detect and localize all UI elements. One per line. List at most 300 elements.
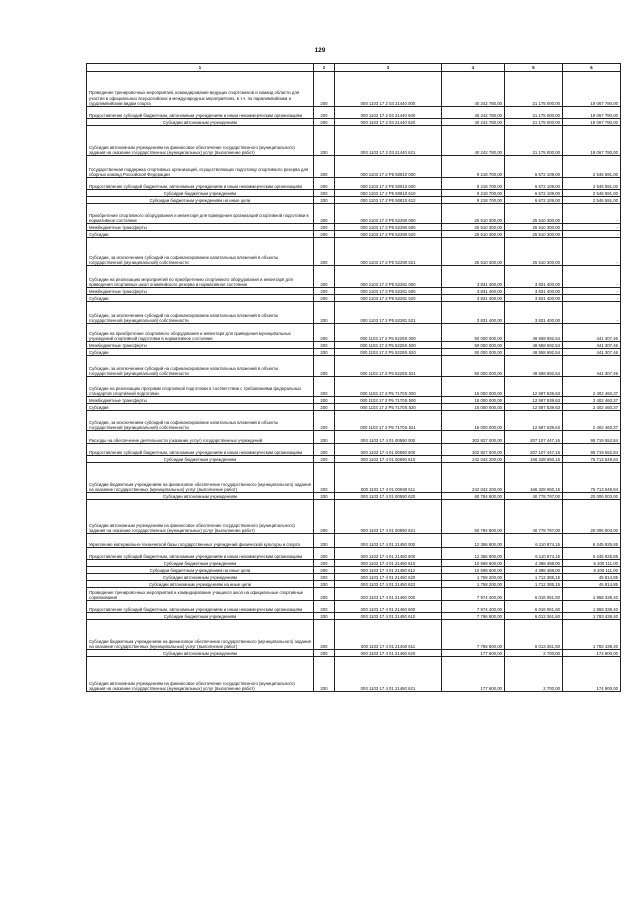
expense-name-cell: Субсидии: [87, 349, 314, 356]
classification-code-cell: 000 1103 17 4 01 21450 622: [335, 581, 442, 588]
line-code-cell: 200: [314, 356, 335, 377]
approved-amount-cell: 177 600,00: [442, 650, 505, 657]
line-code-cell: 200: [314, 620, 335, 650]
expense-name-cell: Проведение тренировочных мероприятий и командирование учащихся школ на официальные спортивные соревнования: [87, 588, 314, 601]
expense-name-cell: Субсидии бюджетным учреждениям: [87, 560, 314, 567]
table-row: [87, 650, 621, 657]
approved-amount-cell: 242 042 200,00: [442, 456, 505, 463]
executed-amount-cell: 6 016 061,60: [505, 601, 563, 613]
unexecuted-amount-cell: 75 713 549,84: [563, 463, 621, 493]
classification-code-cell: 000 1103 17 2 Р5 52281 520: [335, 295, 442, 302]
expense-name-cell: Субсидии бюджетным учреждениям: [87, 613, 314, 620]
executed-amount-cell: 25 510 300,00: [505, 204, 563, 224]
approved-amount-cell: 302 827 000,00: [442, 444, 505, 456]
line-code-cell: 200: [314, 411, 335, 431]
executed-amount-cell: 6 013 361,60: [505, 613, 563, 620]
classification-code-cell: 000 1103 17 2 Р5 50810 600: [335, 178, 442, 190]
approved-amount-cell: 1 758 200,00: [442, 574, 505, 581]
expense-name-cell: Субсидии, за исключением субсидий на софинансирование капитальных вложений в объекты государственной (муниципальной) собственности: [87, 238, 314, 266]
table-row: [87, 72, 621, 107]
expense-name-cell: Субсидии: [87, 231, 314, 238]
executed-amount-cell: 6 016 061,60: [505, 588, 563, 601]
unexecuted-amount-cell: 45 814,85: [563, 574, 621, 581]
line-code-cell: 200: [314, 601, 335, 613]
table-row: [87, 657, 621, 692]
approved-amount-cell: 40 242 780,00: [442, 107, 505, 119]
unexecuted-amount-cell: 2 402 460,37: [563, 397, 621, 404]
executed-amount-cell: 49 558 692,54: [505, 342, 563, 349]
classification-code-cell: 000 1103 17 4 01 21450 612: [335, 567, 442, 574]
table-row: [87, 356, 621, 377]
executed-amount-cell: 25 510 300,00: [505, 224, 563, 231]
approved-amount-cell: 25 510 300,00: [442, 231, 505, 238]
approved-amount-cell: 9 218 700,00: [442, 156, 505, 178]
line-code-cell: 200: [314, 493, 335, 500]
expense-name-cell: Субсидии бюджетным учреждениям на иные цели: [87, 197, 314, 204]
unexecuted-amount-cell: 2 402 460,37: [563, 411, 621, 431]
line-code-cell: 200: [314, 231, 335, 238]
line-code-cell: 200: [314, 224, 335, 231]
classification-code-cell: 000 1103 17 2 03 21440 600: [335, 107, 442, 119]
executed-amount-cell: 2 700,00: [505, 657, 563, 692]
classification-code-cell: 000 1103 17 2 Р5 52290 520: [335, 231, 442, 238]
expense-name-cell: Субсидии: [87, 404, 314, 411]
executed-amount-cell: 1 712 385,15: [505, 581, 563, 588]
expense-name-cell: Субсидии бюджетным учреждениям на иные цели: [87, 567, 314, 574]
unexecuted-amount-cell: 19 067 780,00: [563, 119, 621, 126]
unexecuted-amount-cell: 2 546 591,00: [563, 197, 621, 204]
table-row: [87, 560, 621, 567]
executed-amount-cell: 12 597 539,63: [505, 411, 563, 431]
expense-name-cell: Укрепление материально-технической базы государственных учреждений физической культуры и спорта: [87, 534, 314, 548]
expense-name-cell: Субсидии автономным учреждениям: [87, 650, 314, 657]
approved-amount-cell: 12 356 800,00: [442, 548, 505, 560]
line-code-cell: 200: [314, 588, 335, 601]
line-code-cell: 200: [314, 404, 335, 411]
classification-code-cell: 000 1103 17 4 01 00590 610: [335, 456, 442, 463]
expense-name-cell: Субсидии автономным учреждениям на иные цели: [87, 581, 314, 588]
expense-name-cell: Государственная поддержка спортивных организаций, осуществляющих подготовку спортивного резерва для сборных команд Российской Федерации: [87, 156, 314, 178]
table-row: [87, 238, 621, 266]
approved-amount-cell: 25 510 300,00: [442, 238, 505, 266]
unexecuted-amount-cell: 1 783 438,40: [563, 620, 621, 650]
line-code-cell: 200: [314, 650, 335, 657]
table-row: [87, 493, 621, 500]
line-code-cell: 200: [314, 288, 335, 295]
unexecuted-amount-cell: -: [563, 231, 621, 238]
executed-amount-cell: 25 510 300,00: [505, 231, 563, 238]
classification-code-cell: 000 1103 17 4 01 21460 620: [335, 650, 442, 657]
expense-name-cell: Предоставление субсидий бюджетным, автономным учреждениям и иным некоммерческим организациям: [87, 601, 314, 613]
line-code-cell: 200: [314, 456, 335, 463]
column-header: 3: [335, 64, 442, 72]
classification-code-cell: 000 1103 17 4 01 00590 000: [335, 431, 442, 444]
line-code-cell: 200: [314, 302, 335, 324]
classification-code-cell: 000 1103 17 4 01 21460 621: [335, 657, 442, 692]
unexecuted-amount-cell: 2 546 591,00: [563, 156, 621, 178]
approved-amount-cell: 40 242 780,00: [442, 72, 505, 107]
table-row: [87, 534, 621, 548]
table-row: [87, 266, 621, 288]
classification-code-cell: 000 1103 17 2 Р5 52290 500: [335, 224, 442, 231]
unexecuted-amount-cell: -: [563, 295, 621, 302]
executed-amount-cell: 4 398 488,00: [505, 567, 563, 574]
unexecuted-amount-cell: 2 546 591,00: [563, 190, 621, 197]
classification-code-cell: 000 1103 17 4 01 00590 620: [335, 493, 442, 500]
table-row: [87, 581, 621, 588]
table-row: [87, 588, 621, 601]
approved-amount-cell: 15 000 000,00: [442, 404, 505, 411]
table-row: [87, 377, 621, 397]
line-code-cell: 200: [314, 444, 335, 456]
unexecuted-amount-cell: -: [563, 204, 621, 224]
table-row: [87, 411, 621, 431]
approved-amount-cell: 3 831 400,00: [442, 302, 505, 324]
executed-amount-cell: 49 558 692,54: [505, 324, 563, 342]
expense-name-cell: Субсидии, за исключением субсидий на софинансирование капитальных вложений в объекты государственной (муниципальной) собственности: [87, 356, 314, 377]
classification-code-cell: 000 1103 17 4 01 21460 610: [335, 613, 442, 620]
line-code-cell: 200: [314, 72, 335, 107]
page-number: 129: [314, 47, 326, 54]
executed-amount-cell: 3 831 400,00: [505, 295, 563, 302]
table-row: [87, 342, 621, 349]
table-row: [87, 613, 621, 620]
unexecuted-amount-cell: -: [563, 238, 621, 266]
line-code-cell: 200: [314, 156, 335, 178]
expense-name-cell: Расходы на обеспечение деятельности (оказание услуг) государственных учреждений: [87, 431, 314, 444]
line-code-cell: 200: [314, 431, 335, 444]
expense-name-cell: Предоставление субсидий бюджетным, автономным учреждениям и иным некоммерческим организациям: [87, 444, 314, 456]
unexecuted-amount-cell: -: [563, 288, 621, 295]
executed-amount-cell: 6 013 361,60: [505, 620, 563, 650]
approved-amount-cell: 50 000 000,00: [442, 349, 505, 356]
expense-name-cell: Субсидии, за исключением субсидий на софинансирование капитальных вложений в объекты государственной (муниципальной) собственности: [87, 302, 314, 324]
classification-code-cell: 000 1103 17 2 03 21440 621: [335, 126, 442, 156]
executed-amount-cell: 6 672 109,00: [505, 197, 563, 204]
classification-code-cell: 000 1103 17 4 01 21460 600: [335, 601, 442, 613]
expense-name-cell: Приобретение спортивного оборудования и инвентаря для приведения организаций спортивной подготовки в нормативное состояние: [87, 204, 314, 224]
unexecuted-amount-cell: 441 307,46: [563, 356, 621, 377]
line-code-cell: 200: [314, 178, 335, 190]
classification-code-cell: 000 1103 17 2 Р5 52290 000: [335, 204, 442, 224]
executed-amount-cell: 207 107 447,16: [505, 431, 563, 444]
line-code-cell: 200: [314, 197, 335, 204]
classification-code-cell: 000 1103 17 2 Р5 5229S 521: [335, 356, 442, 377]
unexecuted-amount-cell: -: [563, 266, 621, 288]
approved-amount-cell: 7 974 400,00: [442, 588, 505, 601]
unexecuted-amount-cell: 6 245 925,85: [563, 548, 621, 560]
table-row: [87, 567, 621, 574]
table-row: [87, 288, 621, 295]
classification-code-cell: 000 1103 17 4 01 21450 620: [335, 574, 442, 581]
approved-amount-cell: 15 000 000,00: [442, 411, 505, 431]
executed-amount-cell: 166 328 650,16: [505, 463, 563, 493]
line-code-cell: 200: [314, 613, 335, 620]
classification-code-cell: 000 1103 17 2 03 21440 620: [335, 119, 442, 126]
executed-amount-cell: 1 712 385,15: [505, 574, 563, 581]
table-row: [87, 197, 621, 204]
expense-name-cell: Межбюджетные трансферты: [87, 342, 314, 349]
line-code-cell: 200: [314, 107, 335, 119]
expense-name-cell: Предоставление субсидий бюджетным, автономным учреждениям и иным некоммерческим организациям: [87, 548, 314, 560]
unexecuted-amount-cell: 19 067 780,00: [563, 72, 621, 107]
expense-name-cell: Субсидии автономным учреждениям: [87, 493, 314, 500]
table-row: [87, 231, 621, 238]
approved-amount-cell: 50 000 000,00: [442, 324, 505, 342]
table-row: [87, 302, 621, 324]
line-code-cell: 200: [314, 349, 335, 356]
expense-name-cell: Субсидии автономным учреждениям: [87, 119, 314, 126]
line-code-cell: 200: [314, 581, 335, 588]
executed-amount-cell: 21 175 000,00: [505, 126, 563, 156]
classification-code-cell: 000 1103 17 2 03 21440 000: [335, 72, 442, 107]
line-code-cell: 200: [314, 397, 335, 404]
table-row: [87, 620, 621, 650]
expense-name-cell: Субсидии на приобретение спортивного оборудования и инвентаря для приведения муниципальных учреждений спортивной подготовки в нормативное состояние: [87, 324, 314, 342]
column-header: 1: [87, 64, 314, 72]
executed-amount-cell: 6 110 874,15: [505, 534, 563, 548]
table-row: [87, 156, 621, 178]
line-code-cell: 200: [314, 560, 335, 567]
unexecuted-amount-cell: 6 200 111,00: [563, 567, 621, 574]
table-row: [87, 463, 621, 493]
approved-amount-cell: 25 510 300,00: [442, 204, 505, 224]
approved-amount-cell: 7 974 400,00: [442, 601, 505, 613]
unexecuted-amount-cell: -: [563, 224, 621, 231]
column-header: 4: [442, 64, 505, 72]
budget-execution-table: [86, 63, 621, 692]
table-row: [87, 500, 621, 534]
approved-amount-cell: 15 000 000,00: [442, 397, 505, 404]
table-row: [87, 456, 621, 463]
classification-code-cell: 000 1103 17 2 Р5 52281 521: [335, 302, 442, 324]
table-row: [87, 295, 621, 302]
table-row: [87, 601, 621, 613]
expense-name-cell: Субсидии бюджетным учреждениям на финансовое обеспечение государственного (муниципального) задания на оказание государственных (муниципальных) услуг (выполнение работ): [87, 463, 314, 493]
expense-name-cell: Субсидии, за исключением субсидий на софинансирование капитальных вложений в объекты государственной (муниципальной) собственности: [87, 411, 314, 431]
classification-code-cell: 000 1103 17 2 Р5 7170S 500: [335, 397, 442, 404]
line-code-cell: 200: [314, 324, 335, 342]
unexecuted-amount-cell: 174 900,00: [563, 657, 621, 692]
classification-code-cell: 000 1103 17 2 Р5 52281 500: [335, 288, 442, 295]
expense-name-cell: Предоставление субсидий бюджетным, автономным учреждениям и иным некоммерческим организациям: [87, 178, 314, 190]
table-row: [87, 404, 621, 411]
approved-amount-cell: 1 758 200,00: [442, 581, 505, 588]
expense-name-cell: Субсидии: [87, 295, 314, 302]
line-code-cell: 200: [314, 266, 335, 288]
unexecuted-amount-cell: 95 719 552,84: [563, 444, 621, 456]
executed-amount-cell: 40 778 797,00: [505, 500, 563, 534]
approved-amount-cell: 40 242 780,00: [442, 119, 505, 126]
executed-amount-cell: 12 597 539,63: [505, 404, 563, 411]
line-code-cell: 200: [314, 342, 335, 349]
column-header: 5: [505, 64, 563, 72]
approved-amount-cell: 50 000 000,00: [442, 356, 505, 377]
approved-amount-cell: 3 831 400,00: [442, 288, 505, 295]
expense-name-cell: Межбюджетные трансферты: [87, 397, 314, 404]
unexecuted-amount-cell: 1 958 338,40: [563, 588, 621, 601]
expense-name-cell: Межбюджетные трансферты: [87, 224, 314, 231]
approved-amount-cell: 3 831 400,00: [442, 295, 505, 302]
executed-amount-cell: 2 700,00: [505, 650, 563, 657]
expense-name-cell: Субсидии автономным учреждениям на финансовое обеспечение государственного (муниципального) задания на оказание государственных (муниципальных) услуг (выполнение работ): [87, 657, 314, 692]
table-row: [87, 548, 621, 560]
unexecuted-amount-cell: 95 719 552,84: [563, 431, 621, 444]
table-row: [87, 126, 621, 156]
classification-code-cell: 000 1103 17 2 Р5 52281 000: [335, 266, 442, 288]
executed-amount-cell: 21 175 000,00: [505, 119, 563, 126]
unexecuted-amount-cell: 20 006 003,00: [563, 500, 621, 534]
expense-name-cell: Субсидии бюджетным учреждениям на финансовое обеспечение государственного (муниципального) задания на оказание государственных (муниципальных) услуг (выполнение работ): [87, 620, 314, 650]
approved-amount-cell: 7 796 800,00: [442, 613, 505, 620]
classification-code-cell: 000 1103 17 4 01 00590 611: [335, 463, 442, 493]
executed-amount-cell: 3 831 400,00: [505, 266, 563, 288]
classification-code-cell: 000 1103 17 4 01 21460 611: [335, 620, 442, 650]
unexecuted-amount-cell: 75 713 549,84: [563, 456, 621, 463]
unexecuted-amount-cell: 1 958 338,40: [563, 601, 621, 613]
column-header: 6: [563, 64, 621, 72]
executed-amount-cell: 49 558 692,54: [505, 349, 563, 356]
approved-amount-cell: 9 218 700,00: [442, 190, 505, 197]
classification-code-cell: 000 1103 17 2 Р5 5229S 000: [335, 324, 442, 342]
unexecuted-amount-cell: 2 402 460,37: [563, 404, 621, 411]
line-code-cell: 200: [314, 295, 335, 302]
approved-amount-cell: 9 218 700,00: [442, 197, 505, 204]
approved-amount-cell: 15 000 000,00: [442, 377, 505, 397]
line-code-cell: 200: [314, 657, 335, 692]
expense-name-cell: Предоставление субсидий бюджетным, автономным учреждениям и иным некоммерческим организациям: [87, 107, 314, 119]
line-code-cell: 200: [314, 574, 335, 581]
approved-amount-cell: 242 042 200,00: [442, 463, 505, 493]
table-row: [87, 190, 621, 197]
approved-amount-cell: 50 000 000,00: [442, 342, 505, 349]
approved-amount-cell: 7 796 800,00: [442, 620, 505, 650]
classification-code-cell: 000 1103 17 2 Р5 7170S 521: [335, 411, 442, 431]
expense-name-cell: Субсидии автономным учреждениям на финансовое обеспечение государственного (муниципального) задания на оказание государственных (муниципальных) услуг (выполнение работ): [87, 126, 314, 156]
approved-amount-cell: 40 242 780,00: [442, 126, 505, 156]
unexecuted-amount-cell: 1 783 438,40: [563, 613, 621, 620]
approved-amount-cell: 10 598 600,00: [442, 567, 505, 574]
unexecuted-amount-cell: 441 307,46: [563, 342, 621, 349]
classification-code-cell: 000 1103 17 2 Р5 7170S 520: [335, 404, 442, 411]
executed-amount-cell: 207 107 447,16: [505, 444, 563, 456]
unexecuted-amount-cell: 441 307,46: [563, 349, 621, 356]
executed-amount-cell: 166 328 650,16: [505, 456, 563, 463]
table-row: [87, 204, 621, 224]
unexecuted-amount-cell: 20 006 003,00: [563, 493, 621, 500]
table-row: [87, 444, 621, 456]
line-code-cell: 200: [314, 377, 335, 397]
expense-name-cell: Межбюджетные трансферты: [87, 288, 314, 295]
table-row: [87, 178, 621, 190]
executed-amount-cell: 21 175 000,00: [505, 107, 563, 119]
classification-code-cell: 000 1103 17 2 Р5 52290 521: [335, 238, 442, 266]
line-code-cell: 200: [314, 190, 335, 197]
classification-code-cell: 000 1103 17 2 Р5 7170S 000: [335, 377, 442, 397]
classification-code-cell: 000 1103 17 2 Р5 5229S 520: [335, 349, 442, 356]
table-row: [87, 397, 621, 404]
expense-name-cell: Проведение тренировочных мероприятий, командирование ведущих спортсменов и команд области для участия в официальных всероссийских и международных мероприятиях, в т.ч. по паралимпийским и сурдлимпийским видам спорта: [87, 72, 314, 107]
classification-code-cell: 000 1103 17 2 Р5 50810 612: [335, 197, 442, 204]
expense-name-cell: Субсидии на реализацию мероприятий по приобретению спортивного оборудования и инвентаря для приведения спортивных школ олимпийского резерва в нормативное состояние: [87, 266, 314, 288]
unexecuted-amount-cell: 6 245 925,85: [563, 534, 621, 548]
line-code-cell: 200: [314, 119, 335, 126]
approved-amount-cell: 302 827 000,00: [442, 431, 505, 444]
table-row: [87, 431, 621, 444]
executed-amount-cell: 6 110 874,15: [505, 548, 563, 560]
table-row: [87, 349, 621, 356]
table-row: [87, 574, 621, 581]
expense-name-cell: Субсидии бюджетным учреждениям: [87, 190, 314, 197]
line-code-cell: 200: [314, 567, 335, 574]
classification-code-cell: 000 1103 17 4 01 21460 000: [335, 588, 442, 601]
expense-name-cell: Субсидии автономным учреждениям на финансовое обеспечение государственного (муниципального) задания на оказание государственных (муниципальных) услуг (выполнение работ): [87, 500, 314, 534]
classification-code-cell: 000 1103 17 2 Р5 5229S 500: [335, 342, 442, 349]
approved-amount-cell: 60 784 800,00: [442, 493, 505, 500]
approved-amount-cell: 60 784 800,00: [442, 500, 505, 534]
executed-amount-cell: 6 672 109,00: [505, 190, 563, 197]
unexecuted-amount-cell: 2 402 460,37: [563, 377, 621, 397]
executed-amount-cell: 6 672 109,00: [505, 156, 563, 178]
executed-amount-cell: 3 831 400,00: [505, 288, 563, 295]
classification-code-cell: 000 1103 17 2 Р5 50810 610: [335, 190, 442, 197]
executed-amount-cell: 40 778 797,00: [505, 493, 563, 500]
executed-amount-cell: 25 510 300,00: [505, 238, 563, 266]
executed-amount-cell: 4 398 488,00: [505, 560, 563, 567]
executed-amount-cell: 3 831 400,00: [505, 302, 563, 324]
executed-amount-cell: 21 175 000,00: [505, 72, 563, 107]
classification-code-cell: 000 1103 17 4 01 00590 621: [335, 500, 442, 534]
executed-amount-cell: 12 597 539,63: [505, 397, 563, 404]
unexecuted-amount-cell: 174 900,00: [563, 650, 621, 657]
expense-name-cell: Субсидии бюджетным учреждениям: [87, 456, 314, 463]
approved-amount-cell: 12 356 800,00: [442, 534, 505, 548]
classification-code-cell: 000 1103 17 4 01 00590 600: [335, 444, 442, 456]
unexecuted-amount-cell: 19 067 780,00: [563, 126, 621, 156]
line-code-cell: 200: [314, 204, 335, 224]
line-code-cell: 200: [314, 238, 335, 266]
classification-code-cell: 000 1103 17 4 01 21450 600: [335, 548, 442, 560]
approved-amount-cell: 10 598 600,00: [442, 560, 505, 567]
line-code-cell: 200: [314, 126, 335, 156]
table-row: [87, 224, 621, 231]
unexecuted-amount-cell: 6 200 111,00: [563, 560, 621, 567]
table-row: [87, 119, 621, 126]
line-code-cell: 200: [314, 548, 335, 560]
table-row: [87, 324, 621, 342]
line-code-cell: 200: [314, 534, 335, 548]
expense-name-cell: Субсидии на реализацию программ спортивной подготовки в соответствии с требованиями федеральных стандартов спортивной подготовки: [87, 377, 314, 397]
executed-amount-cell: 12 597 539,63: [505, 377, 563, 397]
approved-amount-cell: 9 218 700,00: [442, 178, 505, 190]
unexecuted-amount-cell: -: [563, 302, 621, 324]
unexecuted-amount-cell: 19 067 780,00: [563, 107, 621, 119]
approved-amount-cell: 25 510 300,00: [442, 224, 505, 231]
expense-name-cell: Субсидии автономным учреждениям: [87, 574, 314, 581]
unexecuted-amount-cell: 2 546 591,00: [563, 178, 621, 190]
line-code-cell: 200: [314, 463, 335, 493]
classification-code-cell: 000 1103 17 4 01 21450 000: [335, 534, 442, 548]
column-number-row: [87, 64, 621, 72]
executed-amount-cell: 6 672 109,00: [505, 178, 563, 190]
table-row: [87, 107, 621, 119]
column-header: 2: [314, 64, 335, 72]
approved-amount-cell: 177 600,00: [442, 657, 505, 692]
approved-amount-cell: 3 831 400,00: [442, 266, 505, 288]
unexecuted-amount-cell: 441 307,46: [563, 324, 621, 342]
line-code-cell: 200: [314, 500, 335, 534]
classification-code-cell: 000 1103 17 4 01 21450 610: [335, 560, 442, 567]
